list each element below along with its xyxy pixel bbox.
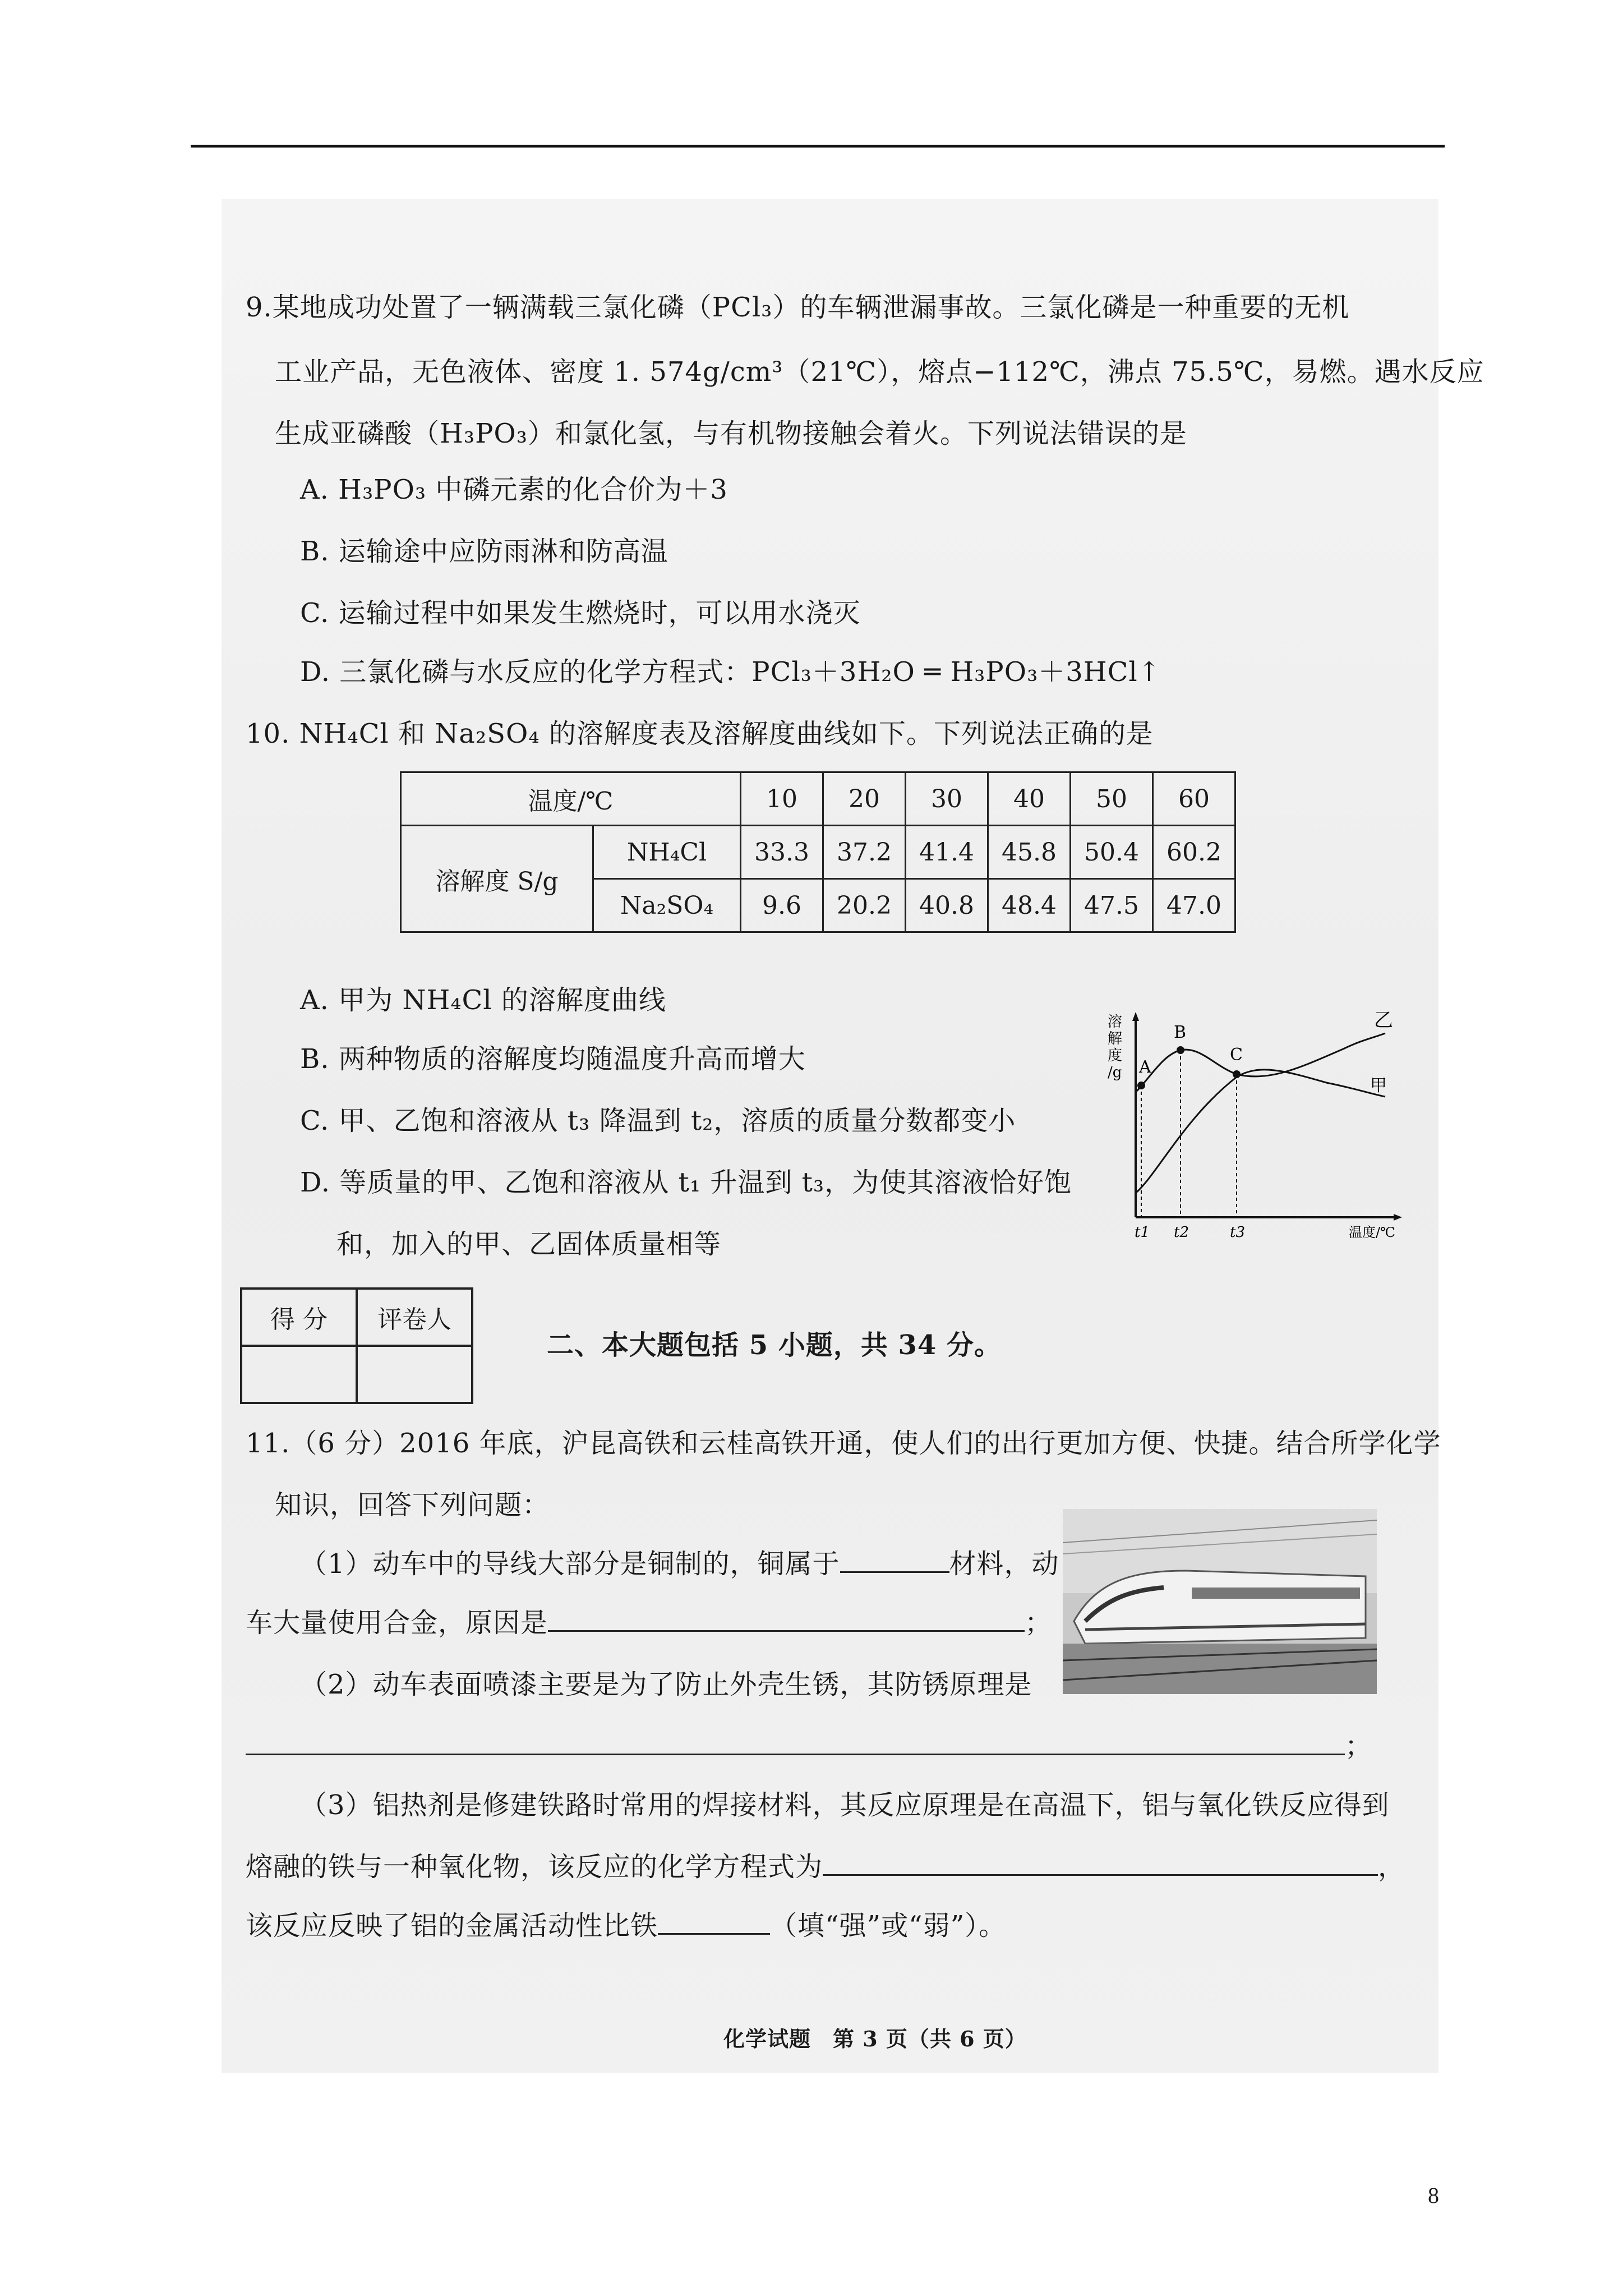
table-temp: 20 — [823, 772, 906, 826]
bullet-train-image — [1063, 1509, 1377, 1694]
q9-option-b: B. 运输途中应防雨淋和防高温 — [300, 536, 668, 567]
curve-yi-label: 乙 — [1374, 1009, 1393, 1032]
tick-t3: t3 — [1230, 1224, 1245, 1241]
point-b-label: B — [1174, 1023, 1187, 1042]
score-entry-cell[interactable] — [241, 1346, 357, 1403]
table-temp: 50 — [1071, 772, 1153, 826]
table-cell: 47.0 — [1153, 879, 1235, 932]
tick-t1: t1 — [1135, 1224, 1150, 1241]
score-label: 得 分 — [241, 1289, 357, 1346]
point-a — [1137, 1082, 1145, 1089]
x-axis-arrow — [1394, 1214, 1402, 1221]
point-c — [1233, 1070, 1241, 1078]
table-cell: 40.8 — [906, 879, 988, 932]
q10-stem: 10. NH₄Cl 和 Na₂SO₄ 的溶解度表及溶解度曲线如下。下列说法正确的是 — [246, 718, 1154, 749]
q11-p3-text-b: 熔融的铁与一种氧化物，该反应的化学方程式为 — [246, 1851, 823, 1883]
table-cell: 48.4 — [988, 879, 1071, 932]
q11-p3-text-d: 该反应反映了铝的金属活动性比铁 — [246, 1910, 658, 1941]
table-cell: 37.2 — [823, 826, 906, 879]
solubility-curve-svg — [1102, 1004, 1408, 1251]
q9-option-c: C. 运输过程中如果发生燃烧时，可以用水浇灭 — [300, 597, 861, 629]
table-temp: 40 — [988, 772, 1071, 826]
q11-p1-line2 — [246, 1607, 1052, 1640]
q10-option-d-line1: D. 等质量的甲、乙饱和溶液从 t₁ 升温到 t₃，为使其溶液恰好饱 — [300, 1167, 1072, 1198]
table-cell: 9.6 — [741, 879, 823, 932]
answer-blank-rust-principle[interactable] — [246, 1731, 1345, 1755]
answer-blank-material[interactable] — [840, 1549, 949, 1573]
answer-blank-activity[interactable] — [658, 1911, 770, 1935]
q11-p1-text-b: 材料，动 — [949, 1548, 1059, 1580]
table-sol-label: 溶解度 S/g — [401, 826, 593, 932]
y-axis-label-char: 溶 — [1108, 1014, 1123, 1030]
curve-jia — [1137, 1070, 1385, 1192]
point-b — [1177, 1046, 1184, 1054]
q11-p3-line2 — [246, 1851, 1405, 1884]
table-cell: 45.8 — [988, 826, 1071, 879]
table-temp: 30 — [906, 772, 988, 826]
table-cell: 20.2 — [823, 879, 906, 932]
q11-p1-line1 — [300, 1548, 1059, 1581]
y-axis-arrow — [1132, 1012, 1139, 1021]
q11-p2-line1: （2）动车表面喷漆主要是为了防止外壳生锈，其防锈原理是 — [300, 1669, 1032, 1700]
curve-jia-label: 甲 — [1370, 1076, 1387, 1096]
q9-line1: 9.某地成功处置了一辆满载三氯化磷（PCl₃）的车辆泄漏事故。三氯化磷是一种重要的无机 — [246, 292, 1350, 323]
table-cell: 47.5 — [1071, 879, 1153, 932]
q11-p3-line3 — [246, 1910, 1006, 1943]
q9-option-a: A. H₃PO₃ 中磷元素的化合价为＋3 — [300, 474, 728, 505]
q11-line2: 知识，回答下列问题： — [275, 1489, 550, 1521]
table-temp-label: 温度/℃ — [401, 772, 741, 826]
tick-t2: t2 — [1174, 1224, 1189, 1241]
q11-p2-line2 — [246, 1731, 1372, 1763]
page-number: 8 — [1428, 2183, 1439, 2208]
answer-blank-equation[interactable] — [823, 1852, 1378, 1876]
table-cell: 50.4 — [1071, 826, 1153, 879]
q11-p1-text-d: ； — [1025, 1607, 1053, 1639]
section-title: 二、本大题包括 5 小题，共 34 分。 — [547, 1329, 1002, 1361]
x-axis-label: 温度/℃ — [1349, 1225, 1395, 1240]
solubility-curve-graph — [1102, 1004, 1408, 1251]
y-axis-label-char: 度 — [1108, 1047, 1123, 1064]
q11-p1-text-c: 车大量使用合金，原因是 — [246, 1607, 548, 1639]
header-rule — [191, 145, 1445, 148]
q9-line3: 生成亚磷酸（H₃PO₃）和氯化氢，与有机物接触会着火。下列说法错误的是 — [275, 418, 1187, 449]
table-row-name: NH₄Cl — [593, 826, 741, 879]
point-c-label: C — [1230, 1045, 1243, 1065]
y-axis-label-char: 解 — [1108, 1030, 1123, 1047]
table-temp: 60 — [1153, 772, 1235, 826]
table-cell: 60.2 — [1153, 826, 1235, 879]
table-cell: 33.3 — [741, 826, 823, 879]
y-axis-label-char: /g — [1108, 1064, 1122, 1081]
grader-label: 评卷人 — [357, 1289, 472, 1346]
solubility-table — [400, 771, 1236, 933]
q10-option-a: A. 甲为 NH₄Cl 的溶解度曲线 — [300, 984, 666, 1016]
grader-entry-cell[interactable] — [357, 1346, 472, 1403]
q11-p1-text-a: （1）动车中的导线大部分是铜制的，铜属于 — [300, 1548, 840, 1580]
page-footer: 化学试题 第 3 页（共 6 页） — [723, 2026, 1027, 2051]
score-box — [240, 1287, 473, 1404]
q11-p2-end: ； — [1345, 1731, 1373, 1762]
q11-p3-text-e: （填“强”或“弱”）。 — [770, 1910, 1007, 1941]
q11-line1: 11.（6 分）2016 年底，沪昆高铁和云桂高铁开通，使人们的出行更加方便、快捷。结合所学化学 — [246, 1428, 1441, 1459]
q9-option-d: D. 三氯化磷与水反应的化学方程式：PCl₃＋3H₂O ═ H₃PO₃＋3HCl↑ — [300, 656, 1161, 688]
table-temp: 10 — [741, 772, 823, 826]
answer-blank-alloy-reason[interactable] — [548, 1608, 1025, 1632]
table-cell: 41.4 — [906, 826, 988, 879]
q11-p3-line1: （3）铝热剂是修建铁路时常用的焊接材料，其反应原理是在高温下，铝与氧化铁反应得到 — [300, 1789, 1390, 1821]
q10-option-d-line2: 和，加入的甲、乙固体质量相等 — [336, 1228, 722, 1260]
q10-option-b: B. 两种物质的溶解度均随温度升高而增大 — [300, 1043, 806, 1075]
q9-line2: 工业产品，无色液体、密度 1. 574g/cm³（21℃），熔点−112℃，沸点 75.5℃，易燃。遇水反应 — [275, 356, 1484, 388]
q10-option-c: C. 甲、乙饱和溶液从 t₃ 降温到 t₂，溶质的质量分数都变小 — [300, 1105, 1016, 1137]
point-a-label: A — [1139, 1057, 1151, 1077]
q11-p3-text-c: ， — [1378, 1851, 1406, 1883]
table-row-name: Na₂SO₄ — [593, 879, 741, 932]
